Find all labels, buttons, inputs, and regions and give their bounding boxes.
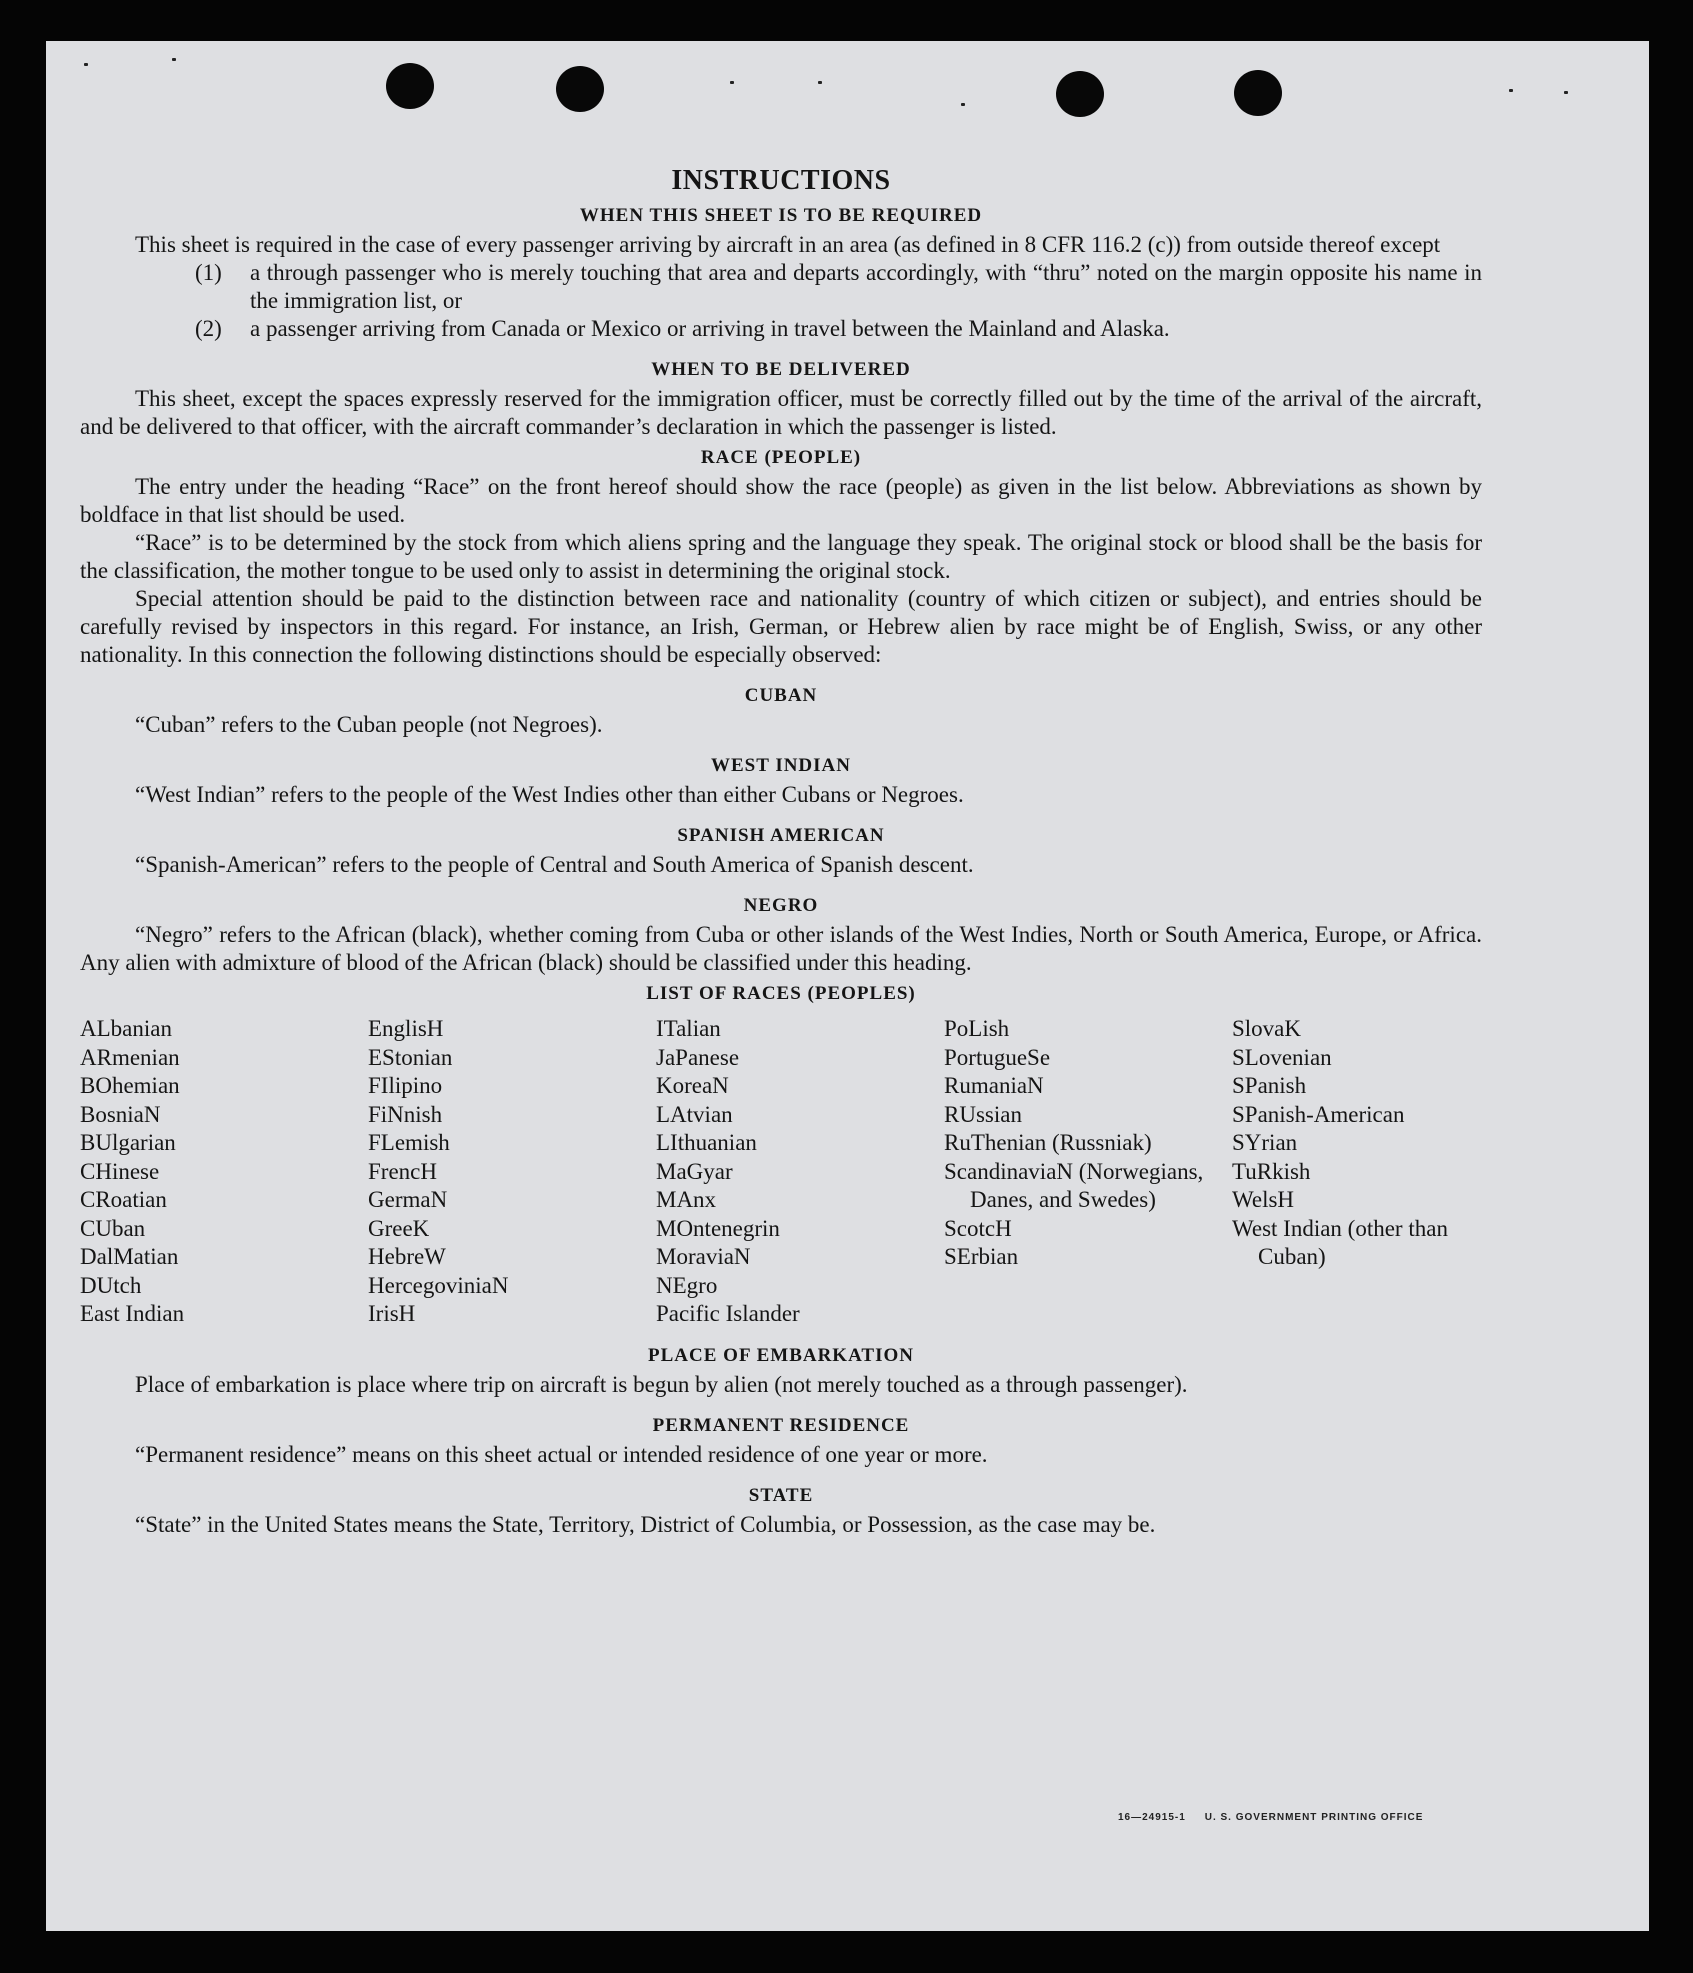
exception-item-1 — [195, 259, 1482, 315]
paper-speck — [84, 63, 88, 66]
paper-speck — [1509, 89, 1513, 92]
race-entry: GreeK — [368, 1215, 430, 1241]
exception-item-2 — [195, 315, 1482, 343]
when-delivered-text: This sheet, except the spaces expressly reserved for the immigration officer, must be correctly filled out by the time of the arrival of the aircraft, and be delivered to that officer, with the aircraft commander’s declaration in which the passenger is listed. — [80, 386, 1482, 439]
race-entry: ScandinaviaN (Norwegians, Danes, and Swedes) — [944, 1158, 1204, 1212]
race-entry: LIthuanian — [656, 1130, 757, 1155]
footer-imprint — [1118, 1812, 1423, 1823]
heading-negro: NEGRO — [743, 895, 819, 916]
punch-hole — [1234, 70, 1282, 116]
race-entry: HebreW — [368, 1244, 446, 1269]
permanent-residence-text: “Permanent residence” means on this sheet actual or intended residence of one year or more. — [135, 1441, 988, 1467]
race-entry: ITalian — [656, 1016, 721, 1041]
race-column — [1232, 1015, 1492, 1329]
exception-number: (2) — [195, 316, 222, 341]
race-entry: FiNnish — [368, 1101, 443, 1127]
exception-text: a through passenger who is merely touching that area and departs accordingly, with “thru” noted on the margin opposite his name in the immigration list, or — [250, 260, 1482, 313]
race-entry: FLemish — [368, 1130, 450, 1155]
heading-race: RACE (PEOPLE) — [700, 447, 862, 468]
heading-when-required: WHEN THIS SHEET IS TO BE REQUIRED — [579, 205, 983, 226]
race-entry: SYrian — [1232, 1130, 1298, 1155]
race-entry: GermaN — [368, 1187, 448, 1212]
race-entry: MoraviaN — [656, 1244, 751, 1269]
heading-spanish-american: SPANISH AMERICAN — [677, 825, 885, 846]
page-title: INSTRUCTIONS — [671, 165, 891, 196]
printer-name: U. S. GOVERNMENT PRINTING OFFICE — [1204, 1812, 1424, 1823]
heading-when-delivered: WHEN TO BE DELIVERED — [651, 359, 911, 380]
race-entry: ScotcH — [944, 1215, 1012, 1241]
race-entry: EnglisH — [368, 1016, 444, 1041]
heading-cuban: CUBAN — [744, 685, 818, 706]
race-entry: BUlgarian — [80, 1130, 176, 1155]
form-code: 16—24915-1 — [1118, 1812, 1186, 1823]
spanish-american-text: “Spanish-American” refers to the people of Central and South America of Spanish descent. — [135, 852, 974, 877]
heading-west-indian: WEST INDIAN — [711, 755, 851, 776]
race-entry: PoLish — [944, 1016, 1010, 1041]
race-entry: JaPanese — [656, 1044, 740, 1070]
race-entry: MaGyar — [656, 1158, 733, 1184]
cuban-text: “Cuban” refers to the Cuban people (not Negroes). — [135, 712, 603, 737]
race-entry: Pacific Islander — [656, 1301, 800, 1326]
race-entry: CHinese — [80, 1158, 160, 1184]
race-paragraph: The entry under the heading “Race” on the front hereof should show the race (people) as given in the list below. Abbreviations as shown by boldface in that list should be used. — [80, 474, 1482, 527]
race-entry: DUtch — [80, 1272, 142, 1298]
race-entry: ARmenian — [80, 1044, 180, 1070]
heading-list-of-races: LIST OF RACES (PEOPLES) — [646, 983, 916, 1004]
race-entry: SPanish — [1232, 1073, 1307, 1098]
race-entry: SlovaK — [1232, 1016, 1301, 1041]
heading-place-of-embarkation: PLACE OF EMBARKATION — [648, 1344, 914, 1366]
west-indian-text: “West Indian” refers to the people of the West Indies other than either Cubans or Negroes. — [135, 782, 964, 807]
race-entry: MAnx — [656, 1187, 717, 1212]
instructions-body — [80, 165, 1482, 1539]
punch-hole — [556, 66, 604, 112]
paper-speck — [961, 103, 965, 106]
paper-speck — [818, 81, 822, 84]
paper-speck — [172, 58, 176, 61]
race-column — [944, 1015, 1232, 1329]
race-entry: CRoatian — [80, 1187, 167, 1212]
race-entry: IrisH — [368, 1301, 416, 1326]
race-column — [368, 1015, 656, 1329]
race-entry: LAtvian — [656, 1101, 733, 1127]
race-entry: EStonian — [368, 1044, 453, 1070]
paper-speck — [730, 81, 734, 84]
race-list — [80, 1015, 1482, 1329]
race-entry: MOntenegrin — [656, 1215, 780, 1241]
race-entry: RuThenian (Russniak) — [944, 1130, 1152, 1155]
punch-hole — [386, 63, 434, 109]
heading-permanent-residence: PERMANENT RESIDENCE — [652, 1414, 910, 1436]
race-entry: SPanish-American — [1232, 1101, 1405, 1127]
race-entry: RUssian — [944, 1101, 1022, 1127]
race-column — [656, 1015, 944, 1329]
race-entry: BosniaN — [80, 1101, 161, 1127]
when-required-text: This sheet is required in the case of every passenger arriving by aircraft in an area (as defined in 8 CFR 116.2 (c)) from outside thereof except — [135, 232, 1441, 257]
race-entry: KoreaN — [656, 1073, 729, 1098]
race-entry: CUban — [80, 1215, 146, 1241]
race-entry: PortugueSe — [944, 1044, 1051, 1070]
race-entry: WelsH — [1232, 1187, 1295, 1212]
race-entry: NEgro — [656, 1272, 718, 1298]
race-paragraph: Special attention should be paid to the distinction between race and nationality (country of which citizen or subject), and entries should be carefully revised by inspectors in this regard. For instance, an Irish, German, or Hebrew alien by race might be of English, Swiss, or any other nationality. In this connection the following distinctions should be especially observed: — [80, 586, 1482, 667]
exception-text: a passenger arriving from Canada or Mexico or arriving in travel between the Mainland and Alaska. — [250, 316, 1170, 341]
race-entry: SLovenian — [1232, 1044, 1332, 1070]
race-entry: FrencH — [368, 1158, 437, 1184]
race-entry: FIlipino — [368, 1073, 443, 1098]
document-sheet — [46, 41, 1649, 1931]
race-entry: BOhemian — [80, 1073, 180, 1098]
race-entry: East Indian — [80, 1301, 185, 1326]
race-entry: DalMatian — [80, 1244, 179, 1269]
negro-text: “Negro” refers to the African (black), whether coming from Cuba or other islands of the West Indies, North or South America, Europe, or Africa. Any alien with admixture of blood of the African (black) should be classified under this heading. — [80, 922, 1482, 975]
race-entry: RumaniaN — [944, 1073, 1044, 1098]
exception-number: (1) — [195, 260, 222, 285]
paper-speck — [1564, 91, 1568, 94]
race-column — [80, 1015, 368, 1329]
race-paragraph: “Race” is to be determined by the stock from which aliens spring and the language they speak. The original stock or blood shall be the basis for the classification, the mother tongue to be used only to assist in determining the original stock. — [80, 530, 1482, 583]
heading-state: STATE — [748, 1484, 814, 1506]
punch-hole — [1056, 71, 1104, 117]
place-of-embarkation-text: Place of embarkation is place where trip on aircraft is begun by alien (not merely touched as a through passenger). — [135, 1371, 1188, 1397]
race-entry: HercegoviniaN — [368, 1272, 509, 1298]
race-entry: West Indian (other than Cuban) — [1232, 1215, 1448, 1269]
race-entry: ALbanian — [80, 1016, 172, 1041]
race-entry: SErbian — [944, 1244, 1019, 1269]
state-text: “State” in the United States means the State, Territory, District of Columbia, or Possession, as the case may be. — [135, 1511, 1156, 1537]
race-entry: TuRkish — [1232, 1158, 1311, 1184]
